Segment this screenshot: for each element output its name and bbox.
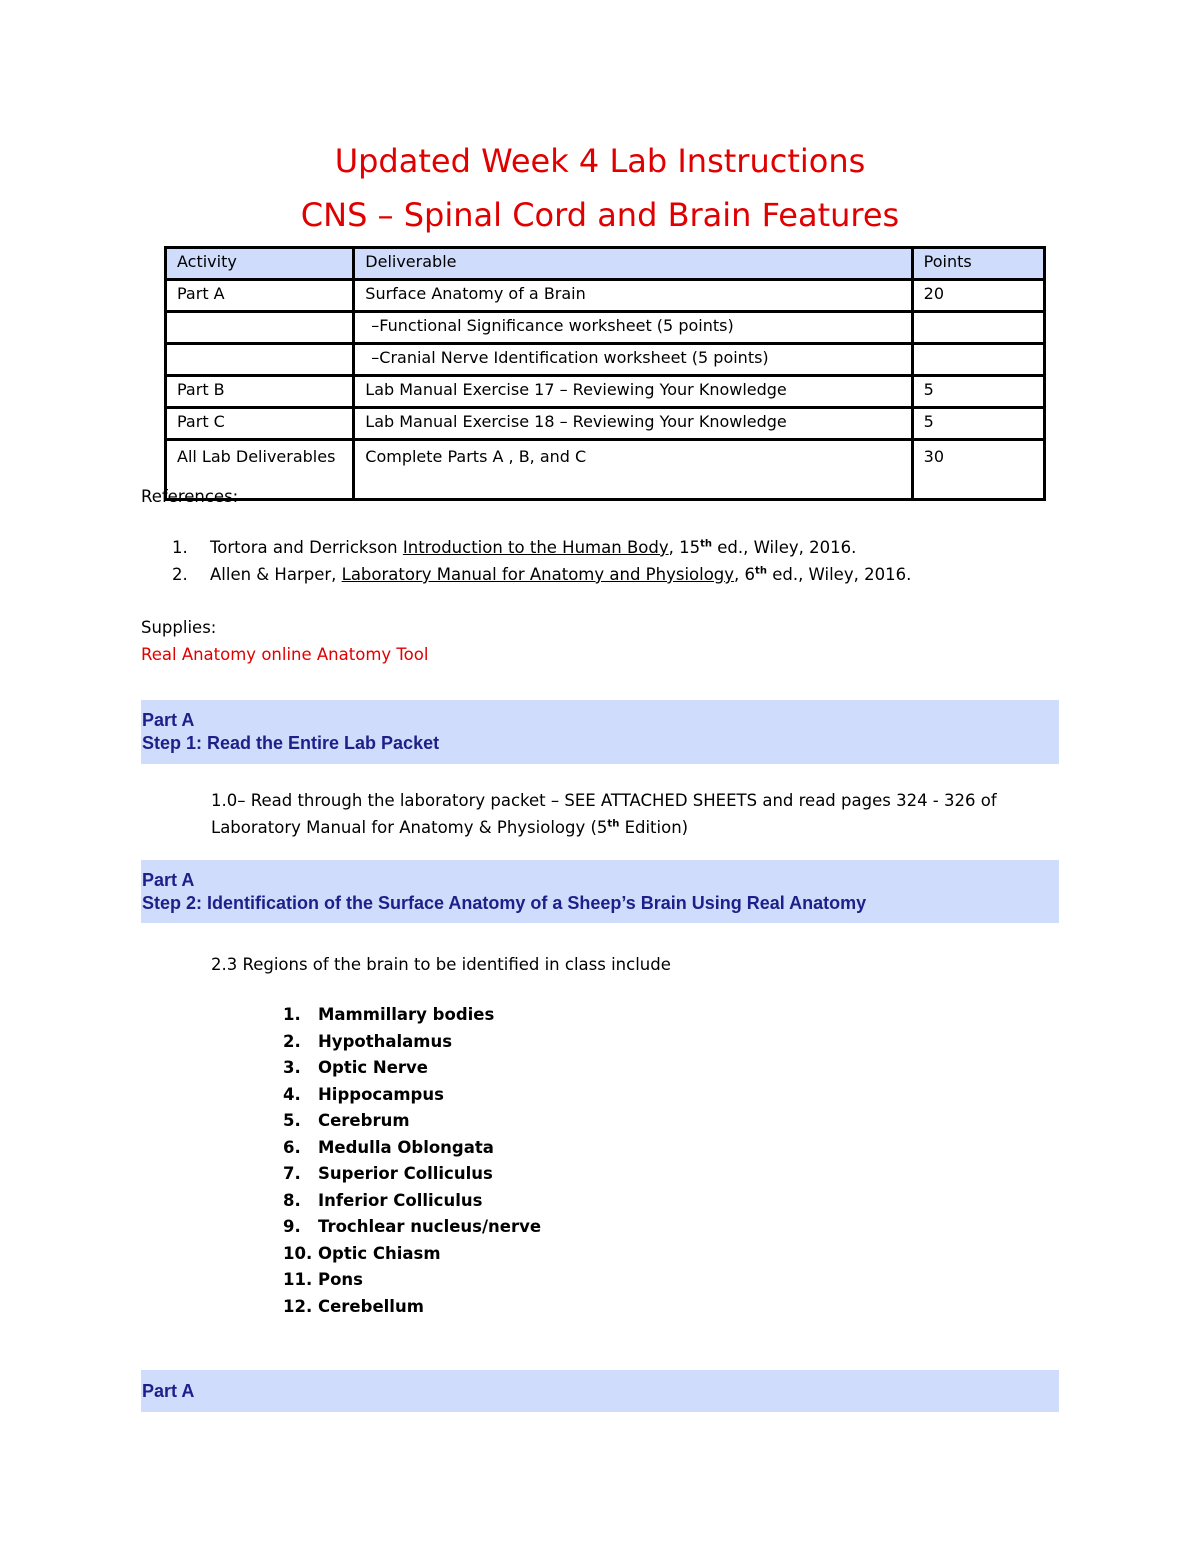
superscript: th [607, 818, 620, 830]
region-name: Optic Chiasm [318, 1243, 441, 1263]
reference-edition: , 6 [734, 565, 756, 584]
region-name: Mammillary bodies [318, 1005, 495, 1024]
list-number: 2. [283, 1031, 301, 1051]
list-item [283, 1267, 541, 1294]
table-cell: Complete Parts A , B, and C [354, 440, 912, 500]
section-header-part-a [141, 1370, 1059, 1412]
table-row [166, 408, 1045, 440]
table-cell: All Lab Deliverables [166, 440, 354, 500]
list-number: 9. [283, 1217, 301, 1236]
table-cell [354, 344, 912, 376]
section-header-step2 [141, 860, 1059, 923]
list-number: 1. [283, 1005, 301, 1024]
table-cell [166, 344, 354, 376]
table-cell: Part A [166, 280, 354, 312]
section-step-label: Step 1: Read the Entire Lab Packet [142, 733, 440, 753]
region-name: Superior Colliculus [318, 1164, 493, 1183]
section-step-label: Step 2: Identification of the Surface Anatomy of a Sheep’s Brain Using Real Anatomy [142, 893, 867, 913]
section-part-label: Part A [142, 710, 195, 730]
supplies-item: Real Anatomy online Anatomy Tool [141, 645, 429, 664]
table-cell: Lab Manual Exercise 18 – Reviewing Your Knowledge [354, 408, 912, 440]
region-name: Medulla Oblongata [318, 1137, 494, 1157]
list-item [283, 1135, 541, 1162]
step1-line1: 1.0– Read through the laboratory packet – SEE ATTACHED SHEETS and read pages 324 - 326 of [211, 791, 997, 810]
section-part-label: Part A [142, 1381, 195, 1401]
table-cell: Surface Anatomy of a Brain [354, 280, 912, 312]
table-cell: 5 [912, 408, 1044, 440]
list-item [283, 1002, 541, 1029]
list-item [283, 1161, 541, 1188]
table-cell: Lab Manual Exercise 17 – Reviewing Your Knowledge [354, 376, 912, 408]
list-item [283, 1294, 541, 1321]
list-number: 3. [283, 1058, 301, 1077]
table-row [166, 344, 1045, 376]
region-name: Cerebellum [318, 1296, 424, 1316]
region-name: Hippocampus [318, 1084, 444, 1104]
list-number: 4. [283, 1084, 301, 1104]
table-cell: 30 [912, 440, 1044, 500]
table-cell: Part B [166, 376, 354, 408]
list-number: 1. [172, 538, 188, 557]
list-number: 10. [283, 1243, 313, 1263]
table-header-cell: Activity [166, 248, 354, 280]
references-list [172, 534, 911, 588]
references-label: References: [141, 487, 239, 506]
reference-publisher: ed., Wiley, 2016. [712, 538, 857, 557]
region-name: Cerebrum [318, 1111, 410, 1130]
table-header-cell: Points [912, 248, 1044, 280]
table-header-cell: Deliverable [354, 248, 912, 280]
document-title: Updated Week 4 Lab Instructions [334, 142, 866, 180]
reference-book-title: Laboratory Manual for Anatomy and Physiology [341, 565, 735, 584]
list-item [283, 1029, 541, 1056]
region-name: Optic Nerve [318, 1058, 428, 1077]
list-item [283, 1082, 541, 1109]
superscript: th [700, 538, 712, 550]
reference-item [172, 534, 911, 561]
table-row [166, 312, 1045, 344]
reference-book-title: Introduction to the Human Body [402, 538, 669, 557]
list-number: 11. [283, 1270, 313, 1289]
reference-item [172, 561, 911, 588]
table-header-row [166, 248, 1045, 280]
table-cell-text: –Cranial Nerve Identification worksheet (5 points) [371, 348, 769, 367]
step1-line2-edition: Edition) [619, 818, 689, 837]
reference-authors: Allen & Harper, [210, 565, 342, 584]
table-cell [912, 312, 1044, 344]
section-part-label: Part A [142, 870, 195, 890]
list-item [283, 1214, 541, 1241]
list-number: 6. [283, 1137, 301, 1157]
table-cell: 20 [912, 280, 1044, 312]
table-row [166, 440, 1045, 500]
table-cell-text: –Functional Significance worksheet (5 points) [371, 316, 734, 335]
step1-line2-text: Laboratory Manual for Anatomy & Physiology (5 [211, 818, 608, 837]
table-row [166, 376, 1045, 408]
list-item [283, 1188, 541, 1215]
list-item [283, 1241, 541, 1268]
table-cell: 5 [912, 376, 1044, 408]
list-number: 2. [172, 565, 188, 584]
reference-authors: Tortora and Derrickson [210, 538, 403, 557]
supplies-label: Supplies: [141, 618, 217, 637]
step1-line2 [211, 814, 997, 841]
list-number: 8. [283, 1190, 301, 1210]
table-cell [912, 344, 1044, 376]
list-item [283, 1108, 541, 1135]
superscript: th [755, 565, 767, 577]
table-cell [166, 312, 354, 344]
section-header-step1 [141, 700, 1059, 764]
table-cell [354, 312, 912, 344]
step1-paragraph [211, 787, 997, 841]
reference-publisher: ed., Wiley, 2016. [766, 565, 912, 584]
region-name: Inferior Colliculus [318, 1190, 483, 1210]
list-number: 12. [283, 1296, 313, 1316]
document-subtitle: CNS – Spinal Cord and Brain Features [300, 196, 900, 234]
region-name: Pons [318, 1270, 363, 1289]
table-row [166, 280, 1045, 312]
table-cell: Part C [166, 408, 354, 440]
reference-edition: , 15 [668, 538, 701, 557]
list-item [283, 1055, 541, 1082]
deliverables-table [164, 246, 1046, 501]
brain-regions-list [283, 1002, 541, 1320]
region-name: Trochlear nucleus/nerve [318, 1217, 542, 1236]
list-number: 5. [283, 1111, 301, 1130]
region-name: Hypothalamus [318, 1031, 453, 1051]
list-number: 7. [283, 1164, 301, 1183]
step2-intro: 2.3 Regions of the brain to be identified in class include [211, 955, 671, 974]
